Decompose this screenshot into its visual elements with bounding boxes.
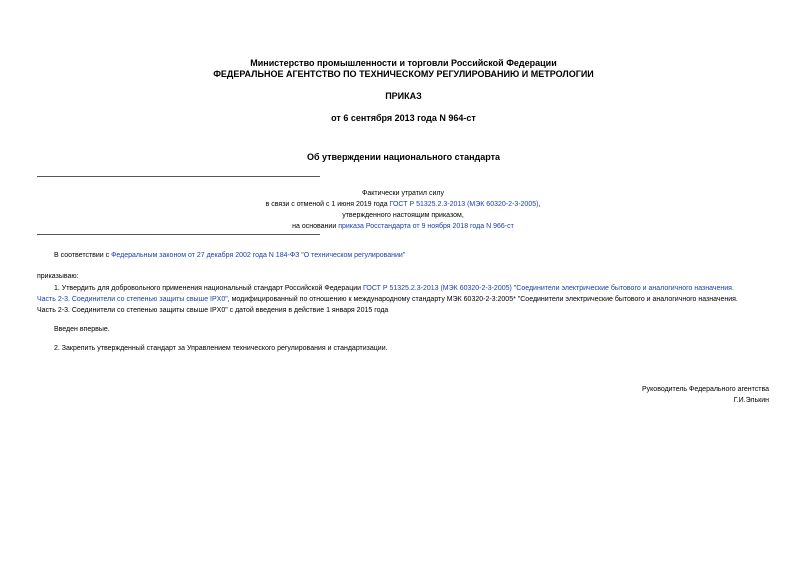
item2: 2. Закрепить утвержденный стандарт за Управлением технического регулирования и стандартизации. (54, 345, 388, 352)
order-word: приказываю: (37, 273, 79, 280)
paragraph-basis-prefix: В соответствии с (54, 252, 112, 259)
signature-position: Руководитель Федерального агентства (641, 386, 769, 393)
doc-date: от 6 сентября 2013 года N 964-ст (331, 113, 476, 123)
doc-subject: Об утверждении национального стандарта (306, 152, 501, 162)
status-note-line2 (37, 199, 769, 210)
status-note-line4-prefix: на основании (292, 223, 339, 230)
status-note-line3: утвержденного настоящим приказом, (342, 212, 464, 219)
status-note-line2-suffix: , (538, 201, 541, 208)
item1-line1-prefix: 1. Утвердить для добровольного применения национальный стандарт Российской Федерации (54, 285, 363, 292)
item1-line3: Часть 2-3. Соединители со степенью защиты свыше IPX0" с датой введения в действие 1 января 2015 года (37, 307, 389, 314)
item1-line2 (37, 294, 769, 305)
paragraph-basis (54, 250, 405, 261)
gost-standard-link-part1[interactable]: ГОСТ Р 51325.2.3-2013 (МЭК 60320-2-3-2005) "Соединители электрические бытового и аналогичного назначения. (362, 285, 734, 292)
divider-top (37, 176, 320, 177)
signature-name: Г.И.Элькин (733, 397, 769, 404)
agency-title: ФЕДЕРАЛЬНОЕ АГЕНТСТВО ПО ТЕХНИЧЕСКОМУ РЕГУЛИРОВАНИЮ И МЕТРОЛОГИИ (213, 69, 594, 79)
introduced-note: Введен впервые. (54, 326, 110, 333)
item1-line1 (37, 283, 769, 294)
status-note-line4 (37, 221, 769, 232)
status-note-line1: Фактически утратил силу (362, 190, 444, 197)
ministry-title: Министерство промышленности и торговли Российской Федерации (250, 58, 557, 68)
gost-link[interactable]: ГОСТ Р 51325.2.3-2013 (МЭК 60320-2-3-2005) (389, 201, 539, 208)
federal-law-link[interactable]: Федеральным законом от 27 декабря 2002 года N 184-ФЗ "О техническом регулировании" (111, 252, 406, 259)
gost-standard-link-part2[interactable]: Часть 2-3. Соединители со степенью защиты свыше IPX0" (37, 296, 228, 303)
rosstandart-order-link[interactable]: приказа Росстандарта от 9 ноября 2018 года N 966-ст (338, 223, 514, 230)
status-note-line2-prefix: в связи с отменой с 1 июня 2019 года (265, 201, 390, 208)
doc-type-title: ПРИКАЗ (385, 91, 422, 101)
item1-line2-suffix: , модифицированный по отношению к международному стандарту МЭК 60320-2-3:2005* "Соединители электрические бытового и аналогичного назначения. (227, 296, 738, 303)
divider-bottom (37, 234, 320, 235)
